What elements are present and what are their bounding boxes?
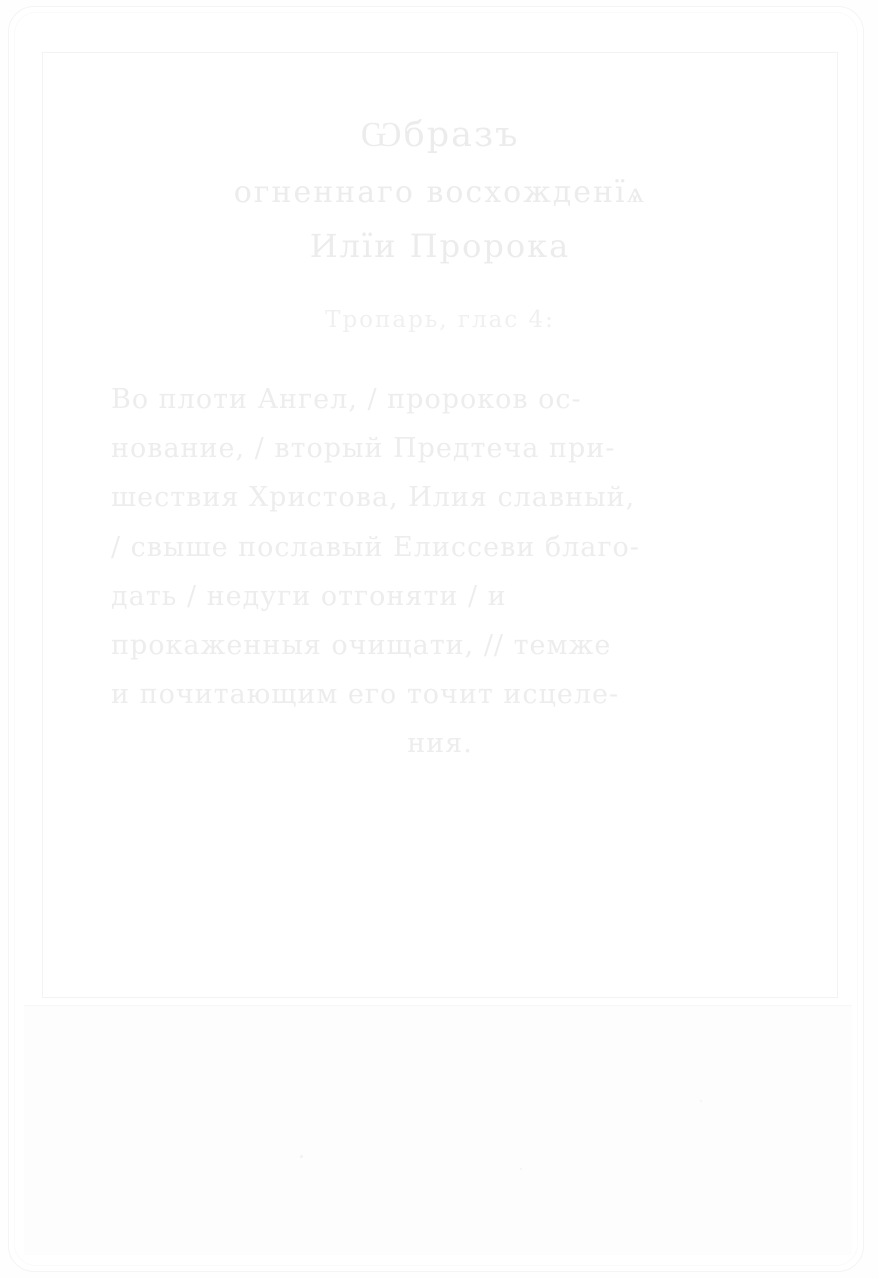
scan-speck bbox=[700, 1100, 702, 1102]
scan-speck bbox=[520, 1168, 522, 1170]
troparion-line: Во плоти Ангел, / пророков ос- bbox=[111, 384, 582, 416]
title-line-3: Илїи Пророка bbox=[309, 227, 571, 266]
troparion-line: / свыше пославый Елиссеви благо- bbox=[111, 531, 640, 563]
troparion-line: дать / недуги отгоняти / и bbox=[111, 580, 507, 612]
lower-blank-area bbox=[24, 1005, 852, 1255]
troparion-line: нование, / вторый Предтеча при- bbox=[111, 433, 616, 465]
troparion-subtitle: Тропарь, глас 4: bbox=[325, 307, 555, 334]
troparion-line: прокаженныя очищати, // темже bbox=[111, 629, 612, 661]
troparion-line: шествия Христова, Илия славный, bbox=[111, 482, 636, 514]
document-content bbox=[43, 53, 837, 997]
scan-speck bbox=[300, 1155, 303, 1158]
title-line-1: Ѡбразъ bbox=[360, 115, 520, 155]
printed-text-panel bbox=[42, 52, 838, 998]
troparion-text bbox=[103, 375, 777, 768]
troparion-line: ния. bbox=[407, 728, 473, 760]
troparion-line: и почитающим его точит исцеле- bbox=[111, 678, 620, 710]
title-line-2: огненнаго восхожденїѧ bbox=[233, 174, 647, 210]
